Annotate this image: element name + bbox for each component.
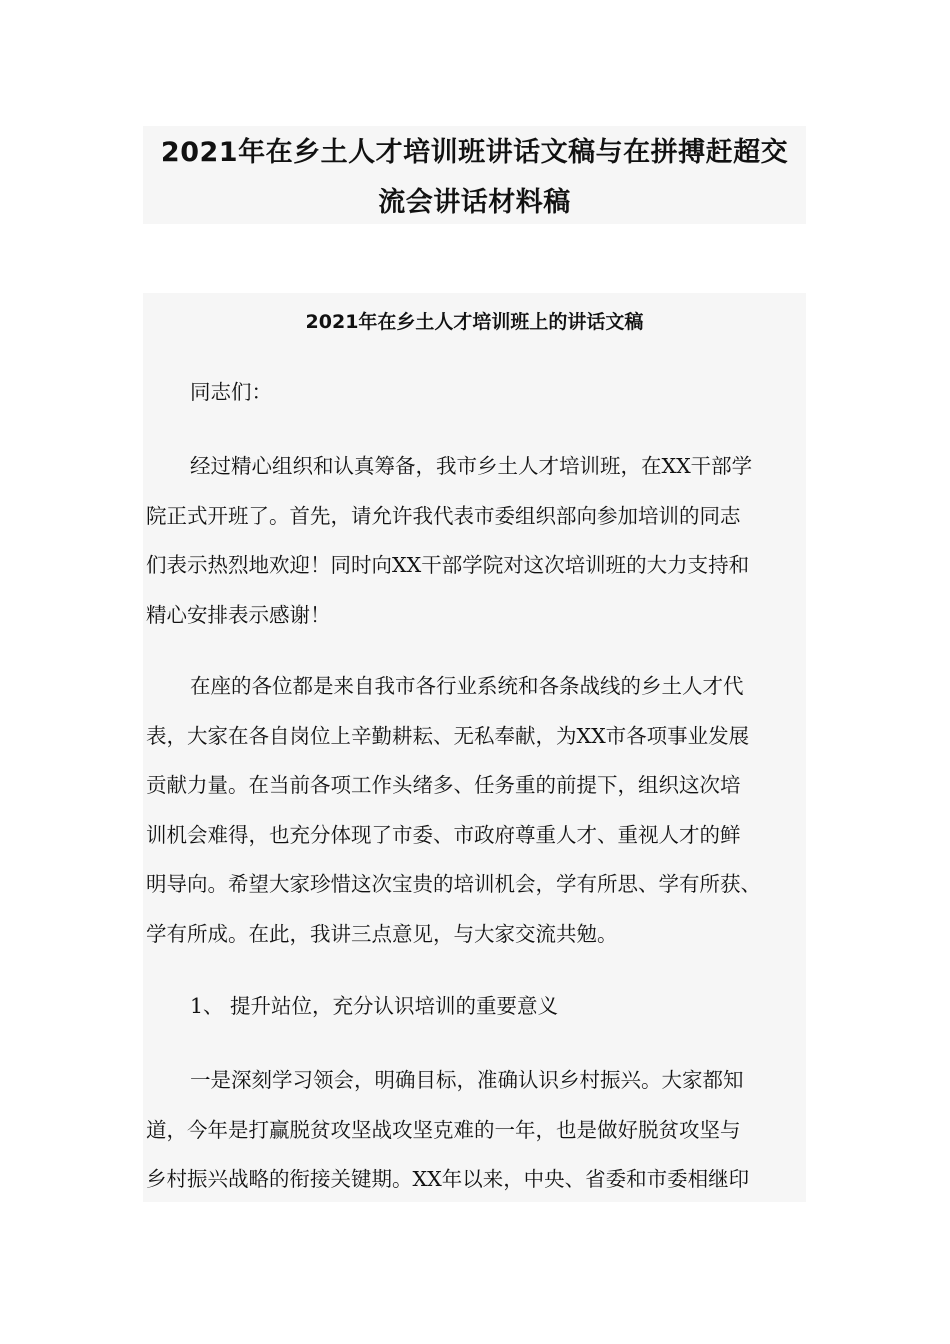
document-title-block <box>143 126 806 224</box>
document-title-line: 流会讲话材料稿 <box>378 186 571 218</box>
section-title: 2021年在乡土人才培训班上的讲话文稿 <box>305 311 644 333</box>
paragraph-line: 乡村振兴战略的衔接关键期。XX年以来，中央、省委和市委相继印 <box>146 1167 750 1192</box>
paragraph-line: 学有所成。在此，我讲三点意见，与大家交流共勉。 <box>146 921 618 946</box>
document-title-line: 2021年在乡土人才培训班讲话文稿与在拼搏赶超交 <box>160 137 789 168</box>
paragraph-line: 贡献力量。在当前各项工作头绪多、任务重的前提下，组织这次培 <box>146 773 741 798</box>
paragraph <box>146 442 806 640</box>
paragraph-line: 道，今年是打赢脱贫攻坚战攻坚克难的一年，也是做好脱贫攻坚与 <box>146 1117 741 1142</box>
paragraph-line: 精心安排表示感谢！ <box>146 602 331 627</box>
document-body <box>143 293 806 1202</box>
paragraph-line: 一是深刻学习领会，明确目标，准确认识乡村振兴。大家都知 <box>190 1068 744 1092</box>
paragraph <box>146 662 806 960</box>
paragraph-line: 们表示热烈地欢迎！同时向XX干部学院对这次培训班的大力支持和 <box>146 553 750 578</box>
document-title <box>143 130 806 229</box>
paragraph-line: 训机会难得，也充分体现了市委、市政府尊重人才、重视人才的鲜 <box>146 822 741 847</box>
paragraph-line: 表，大家在各自岗位上辛勤耕耘、无私奉献，为XX市各项事业发展 <box>146 723 750 748</box>
paragraph-line: 院正式开班了。首先，请允许我代表市委组织部向参加培训的同志 <box>146 503 741 528</box>
paragraph-line: 在座的各位都是来自我市各行业系统和各条战线的乡土人才代 <box>190 674 744 698</box>
salutation: 同志们： <box>190 380 272 404</box>
paragraph <box>146 1056 806 1205</box>
paragraph-line: 明导向。希望大家珍惜这次宝贵的培训机会，学有所思、学有所获、 <box>146 872 761 897</box>
section-heading: 1、 提升站位，充分认识培训的重要意义 <box>190 994 559 1018</box>
paragraph-line: 经过精心组织和认真筹备，我市乡土人才培训班，在XX干部学 <box>190 454 753 478</box>
